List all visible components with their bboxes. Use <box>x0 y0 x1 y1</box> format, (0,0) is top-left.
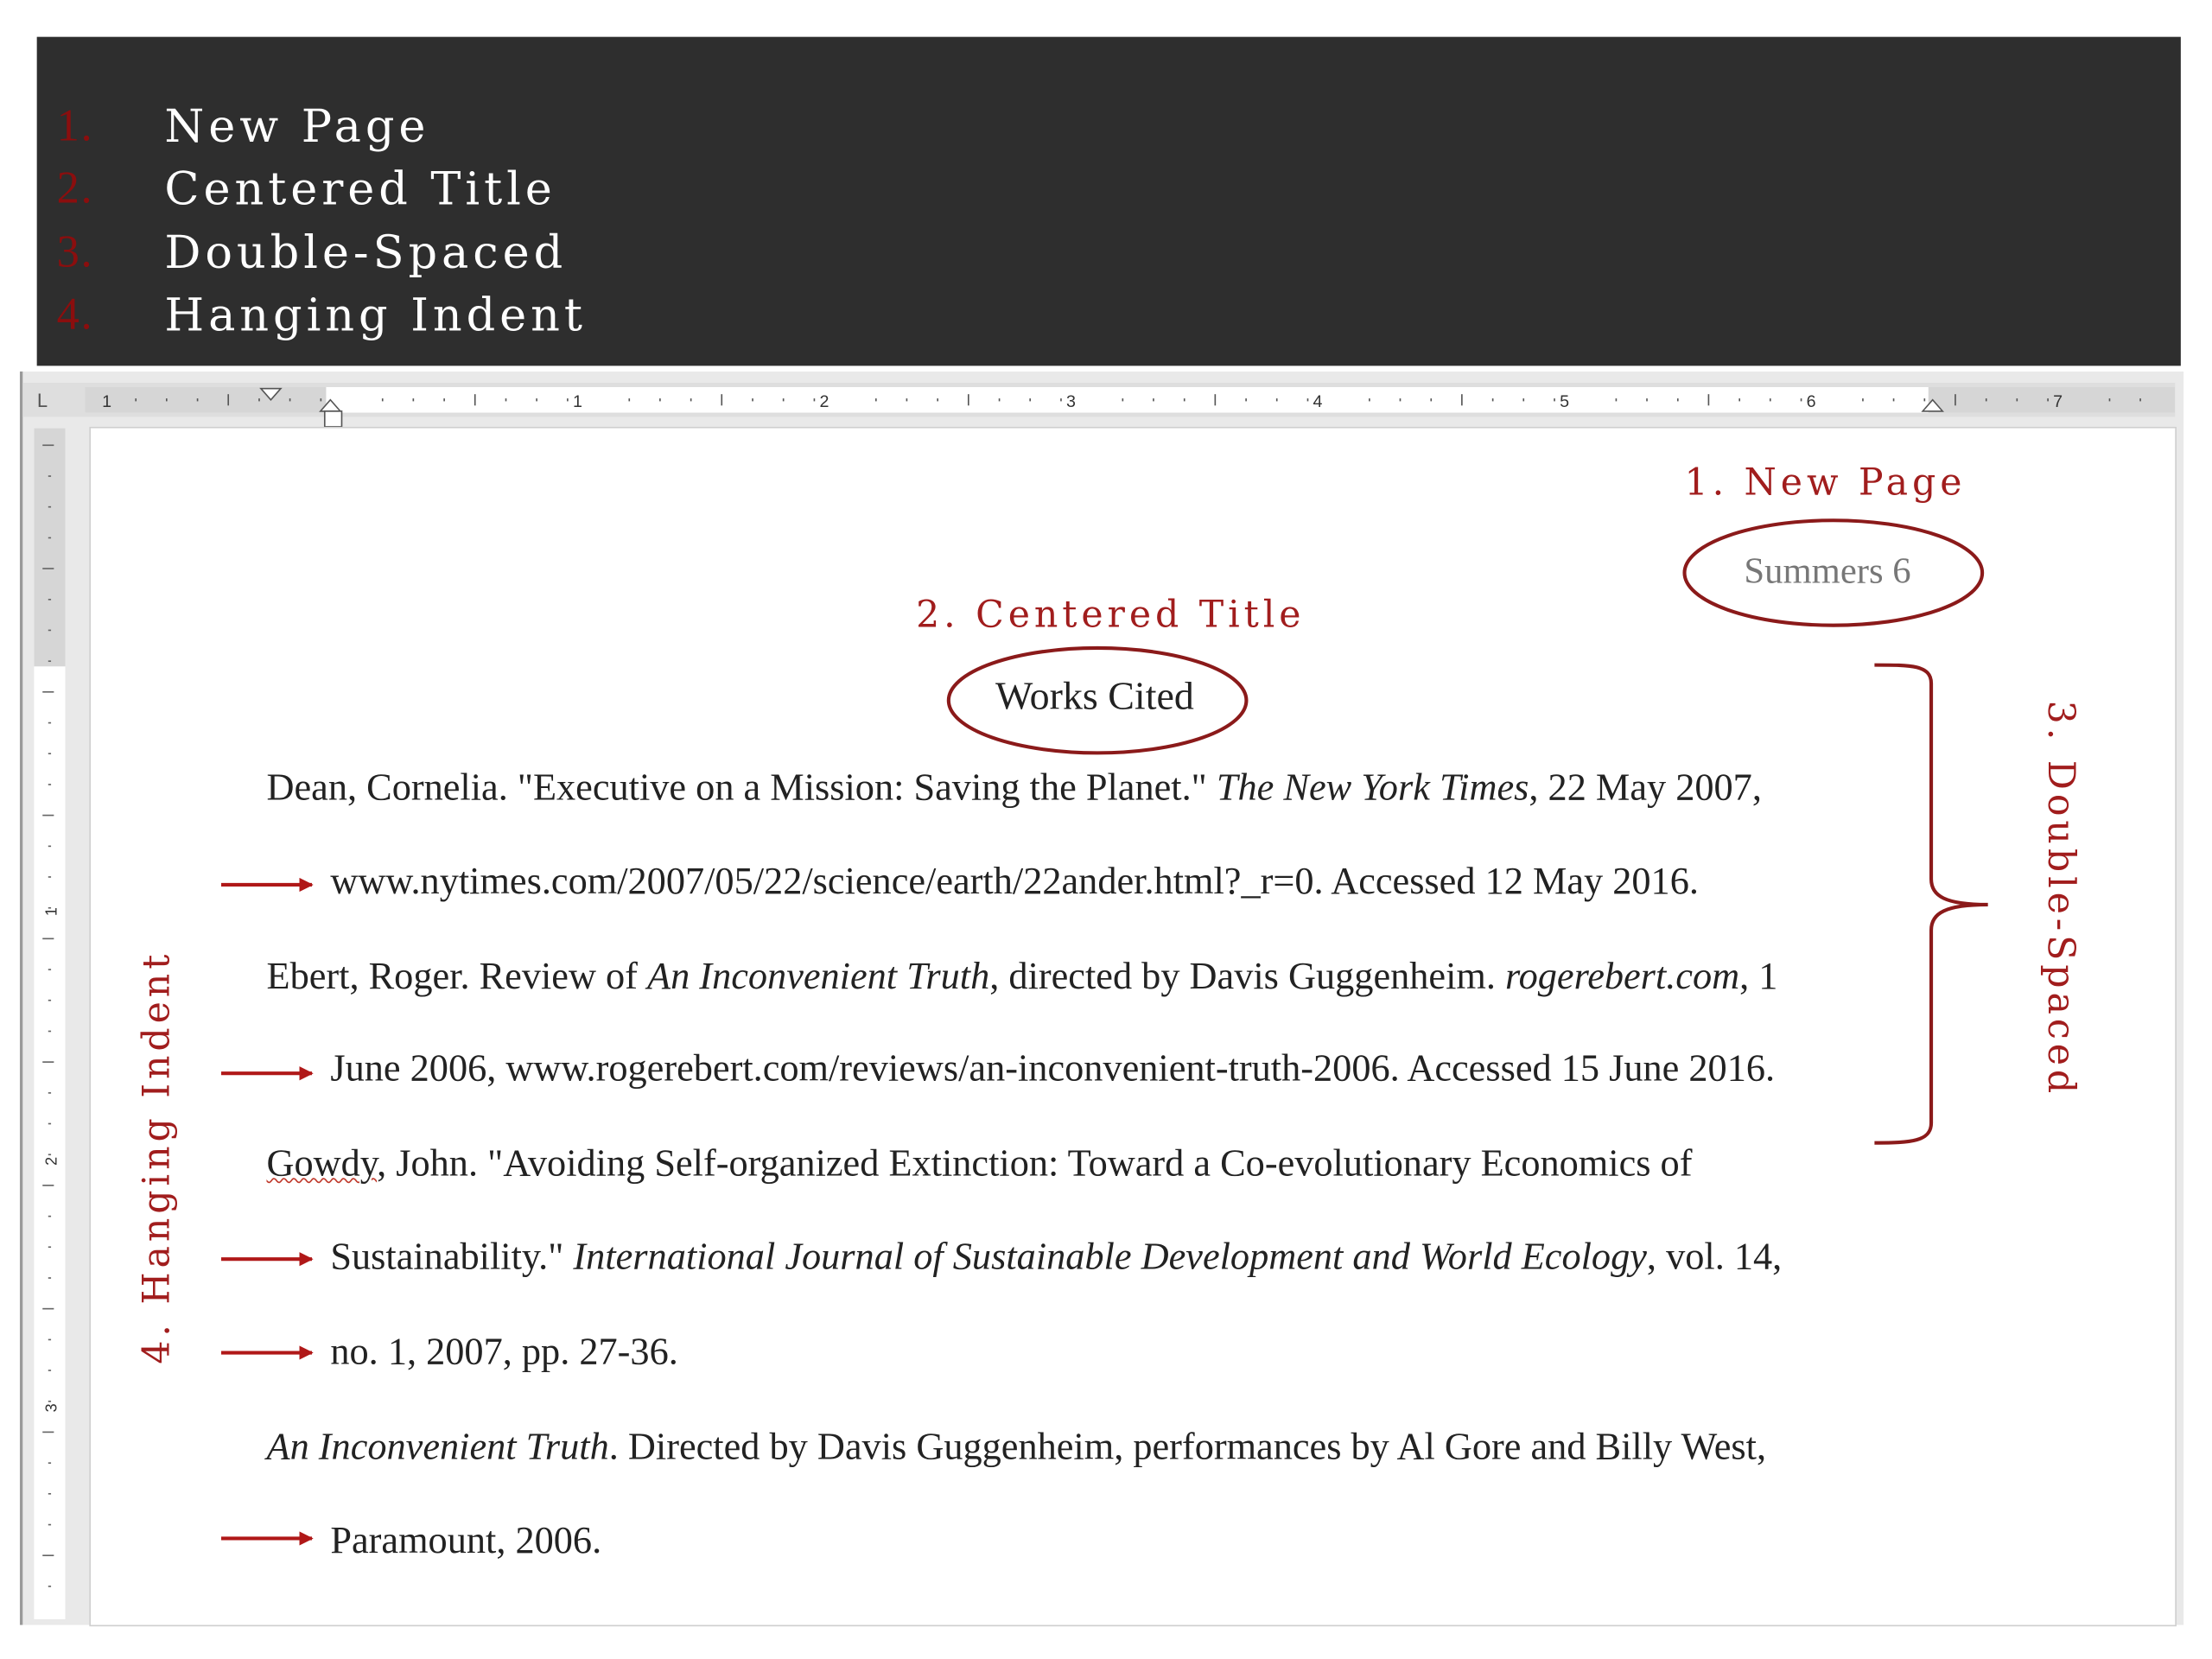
citation-line[interactable] <box>267 1141 1693 1185</box>
citation-text: Ebert, Roger. Review of <box>266 954 648 997</box>
citation-italic: International Journal of Sustainable Development and World Ecology <box>573 1235 1647 1278</box>
ruler-number: 1 <box>42 907 60 917</box>
citation-text: no. 1, 2007, pp. 27-36. <box>330 1330 678 1373</box>
banner-item-label: New Page <box>164 99 430 154</box>
banner-item-label: Hanging Indent <box>164 288 587 342</box>
citation-line[interactable] <box>330 859 1699 903</box>
ruler-ticks <box>85 387 2175 413</box>
citation-line[interactable] <box>330 1046 1775 1090</box>
ruler-number: 3 <box>42 1403 60 1413</box>
page-header-number[interactable]: Summers 6 <box>1744 550 1911 592</box>
citation-line[interactable] <box>330 1519 601 1563</box>
citation-text: , 22 May 2007, <box>1529 766 1762 809</box>
annotation-double-spaced: 3. Double-Spaced <box>2038 700 2082 1098</box>
tab-selector-icon[interactable]: L <box>36 391 48 413</box>
annotation-hanging-indent: 4. Hanging Indent <box>136 950 179 1364</box>
misspelled-word[interactable]: Gowdy <box>266 1141 378 1185</box>
ruler-number: 1 <box>572 391 582 411</box>
banner-item <box>37 226 2181 288</box>
banner-item <box>37 288 2181 350</box>
annotation-new-page: 1. New Page <box>1684 461 1967 505</box>
citation-text: , vol. 14, <box>1646 1235 1783 1278</box>
horizontal-ruler[interactable] <box>22 383 2175 416</box>
citation-text: . Directed by Davis Guggenheim, performances by Al Gore and Billy West, <box>608 1425 1767 1468</box>
citation-italic: An Inconvenient Truth <box>266 1425 609 1468</box>
banner-item <box>37 162 2181 224</box>
ruler-number: 7 <box>2053 391 2063 411</box>
citation-text: Dean, Cornelia. "Executive on a Mission: Saving the Planet." <box>266 766 1217 809</box>
citation-text: www.nytimes.com/2007/05/22/science/earth/22ander.html?_r=0. Accessed 12 May 2016. <box>330 859 1699 902</box>
first-line-indent-marker <box>261 389 281 400</box>
banner-item-label: Double-Spaced <box>164 225 568 280</box>
banner-item-number: 4. <box>56 288 94 340</box>
ruler-number: 1 <box>102 391 112 411</box>
vertical-ruler-ticks <box>34 429 65 1619</box>
banner-item-number: 1. <box>56 99 94 150</box>
citation-text: June 2006, www.rogerebert.com/reviews/an-inconvenient-truth-2006. Accessed 15 June 2016. <box>330 1046 1776 1090</box>
ruler-number: 2 <box>819 391 830 411</box>
banner-item-number: 2. <box>56 162 94 213</box>
citation-line[interactable] <box>267 766 1762 810</box>
ruler-number: 2 <box>42 1156 60 1166</box>
ruler-number: 4 <box>1313 391 1323 411</box>
ruler-number: 3 <box>1066 391 1076 411</box>
citation-italic: The New York Times <box>1216 766 1529 809</box>
citation-line[interactable] <box>267 1425 1767 1469</box>
citation-text: , John. "Avoiding Self-organized Extinction: Toward a Co-evolutionary Economics of <box>377 1141 1693 1185</box>
annotation-centered-title: 2. Centered Title <box>916 594 1306 637</box>
citation-line[interactable] <box>330 1330 677 1374</box>
vertical-ruler[interactable] <box>34 429 65 1619</box>
works-cited-title[interactable]: Works Cited <box>995 675 1194 719</box>
citation-text: Paramount, 2006. <box>330 1518 602 1561</box>
citation-line[interactable] <box>330 1235 1782 1279</box>
steps-banner <box>37 37 2181 366</box>
citation-text: Sustainability." <box>330 1235 574 1278</box>
citation-text: , directed by Davis Guggenheim. <box>989 954 1506 997</box>
banner-item-number: 3. <box>56 225 94 276</box>
banner-item <box>37 99 2181 162</box>
ruler-number: 5 <box>1560 391 1570 411</box>
citation-text: , 1 <box>1739 954 1778 997</box>
citation-italic: rogerebert.com <box>1505 954 1740 997</box>
citation-line[interactable] <box>267 954 1778 998</box>
banner-item-label: Centered Title <box>164 162 556 216</box>
right-indent-marker <box>1923 400 1942 411</box>
ruler-track[interactable] <box>85 387 2175 413</box>
ruler-number: 6 <box>1806 391 1816 411</box>
citation-italic: An Inconvenient Truth <box>647 954 990 997</box>
